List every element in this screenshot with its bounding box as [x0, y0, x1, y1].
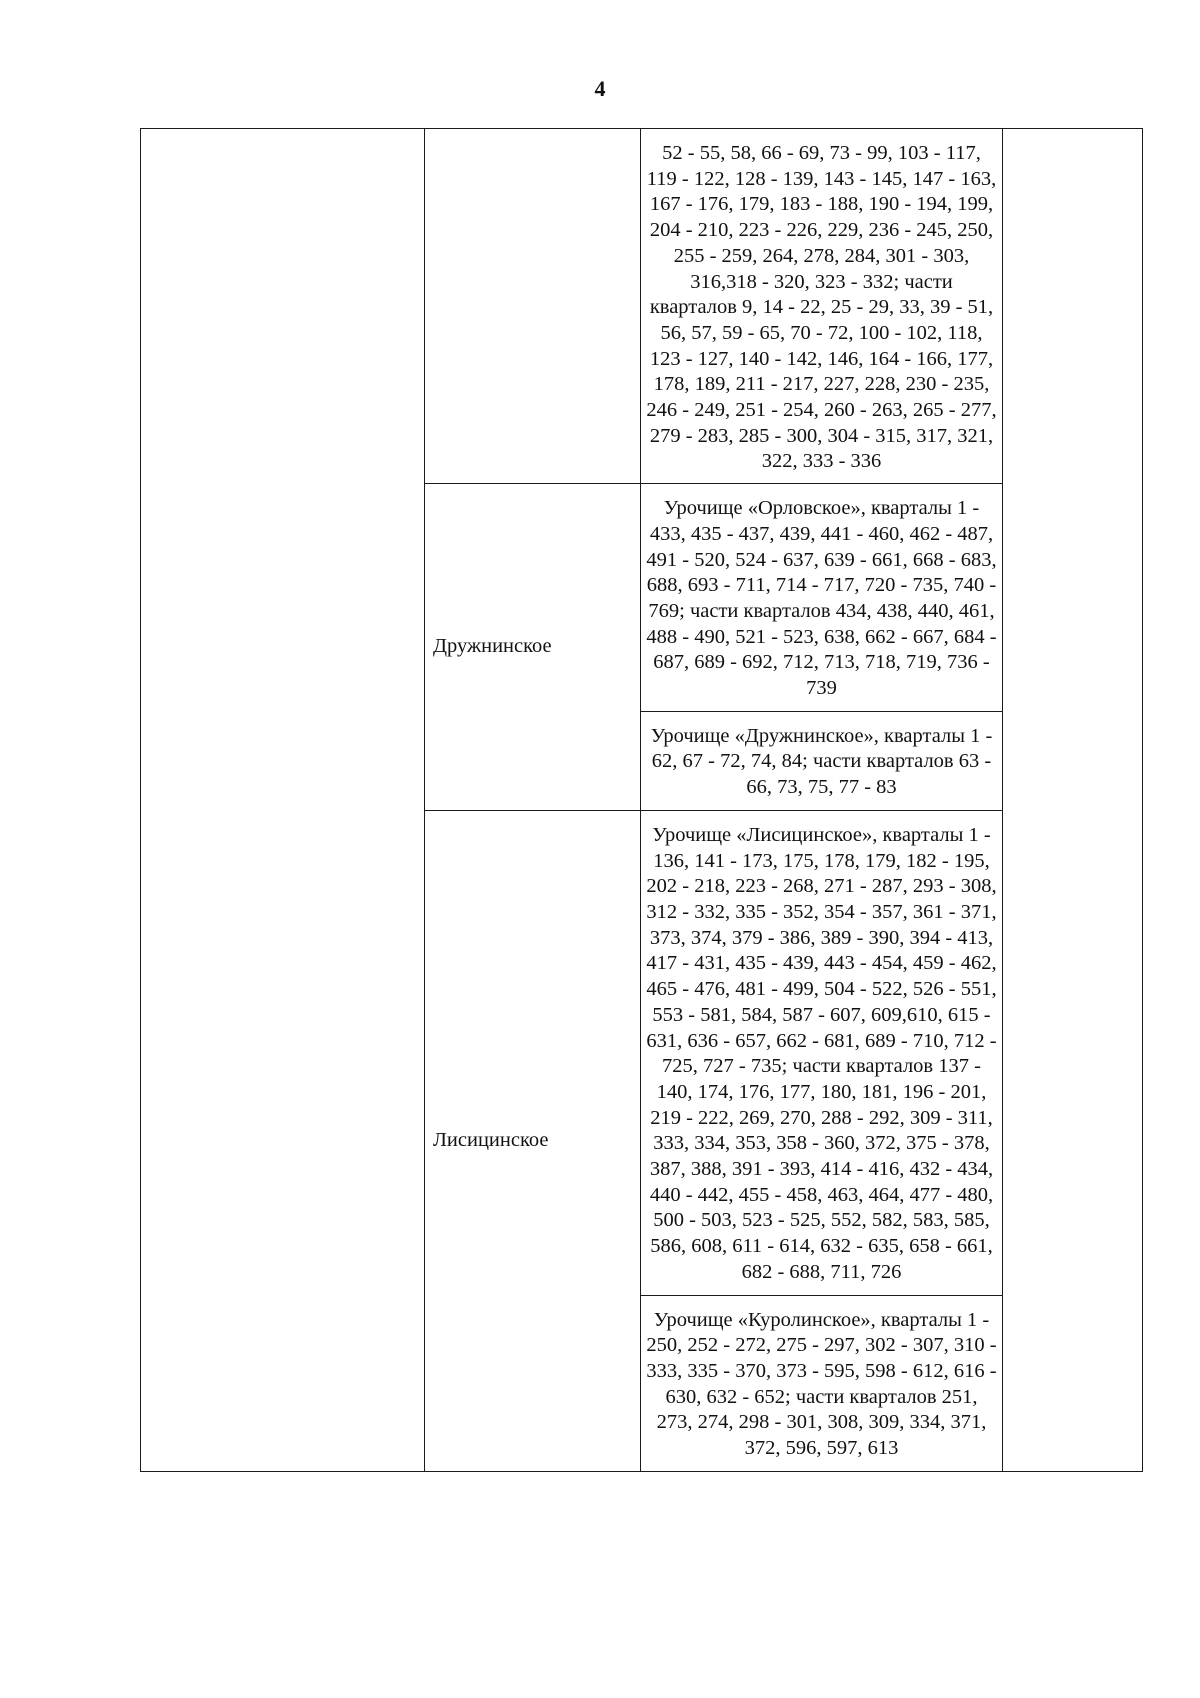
- empty-cell-district: [425, 129, 641, 484]
- quarters-cell-lisitsinskoe: Урочище «Лисицинское», кварталы 1 - 136, 141 - 173, 175, 178, 179, 182 - 195, 202 - 218, 223 - 268, 271 - 287, 293 - 308, 312 - 332, 335 - 352, 354 - 357, 361 - 371, 373, 374, 379 - 386, 389 - 390, 394 - 413, 417 - 431, 435 - 439, 443 - 454, 459 - 462, 465 - 476, 481 - 499, 504 - 522, 526 - 551, 553 - 581, 584, 587 - 607, 609,610, 615 - 631, 636 - 657, 662 - 681, 689 - 710, 712 - 725, 727 - 735; части кварталов 137 - 140, 174, 176, 177, 180, 181, 196 - 201, 219 - 222, 269, 270, 288 - 292, 309 - 311, 333, 334, 353, 358 - 360, 372, 375 - 378, 387, 388, 391 - 393, 414 - 416, 432 - 434, 440 - 442, 455 - 458, 463, 464, 477 - 480, 500 - 503, 523 - 525, 552, 582, 583, 585, 586, 608, 611 - 614, 632 - 635, 658 - 661, 682 - 688, 711, 726: [641, 810, 1003, 1295]
- page-number: 4: [594, 76, 606, 101]
- quarters-cell-continuation: 52 - 55, 58, 66 - 69, 73 - 99, 103 - 117, 119 - 122, 128 - 139, 143 - 145, 147 - 163, 167 - 176, 179, 183 - 188, 190 - 194, 199, 204 - 210, 223 - 226, 229, 236 - 245, 250, 255 - 259, 264, 278, 284, 301 - 303, 316,318 - 320, 323 - 332; части кварталов 9, 14 - 22, 25 - 29, 33, 39 - 51, 56, 57, 59 - 65, 70 - 72, 100 - 102, 118, 123 - 127, 140 - 142, 146, 164 - 166, 177, 178, 189, 211 - 217, 227, 228, 230 - 235, 246 - 249, 251 - 254, 260 - 263, 265 - 277, 279 - 283, 285 - 300, 304 - 315, 317, 321, 322, 333 - 336: [641, 129, 1003, 484]
- district-name-druzhninskoe: Дружнинское: [425, 484, 641, 811]
- district-name-lisitsinskoe: Лисицинское: [425, 810, 641, 1471]
- quarters-cell-kurolinskoe: Урочище «Куролинское», кварталы 1 - 250, 252 - 272, 275 - 297, 302 - 307, 310 - 333, 335 - 370, 373 - 595, 598 - 612, 616 - 630, 632 - 652; части кварталов 251, 273, 274, 298 - 301, 308, 309, 334, 371, 372, 596, 597, 613: [641, 1295, 1003, 1471]
- quarters-cell-druzhninskoe: Урочище «Дружнинское», кварталы 1 - 62, 67 - 72, 74, 84; части кварталов 63 - 66, 73, 75, 77 - 83: [641, 711, 1003, 810]
- table-row: [141, 129, 1143, 484]
- empty-cell-left: [141, 129, 425, 1472]
- quarters-cell-orlovskoe: Урочище «Орловское», кварталы 1 - 433, 435 - 437, 439, 441 - 460, 462 - 487, 491 - 520, 524 - 637, 639 - 661, 668 - 683, 688, 693 - 711, 714 - 717, 720 - 735, 740 - 769; части кварталов 434, 438, 440, 461, 488 - 490, 521 - 523, 638, 662 - 667, 684 - 687, 689 - 692, 712, 713, 718, 719, 736 - 739: [641, 484, 1003, 712]
- empty-cell-right: [1003, 129, 1143, 1472]
- forest-quarters-table: [140, 128, 1143, 1472]
